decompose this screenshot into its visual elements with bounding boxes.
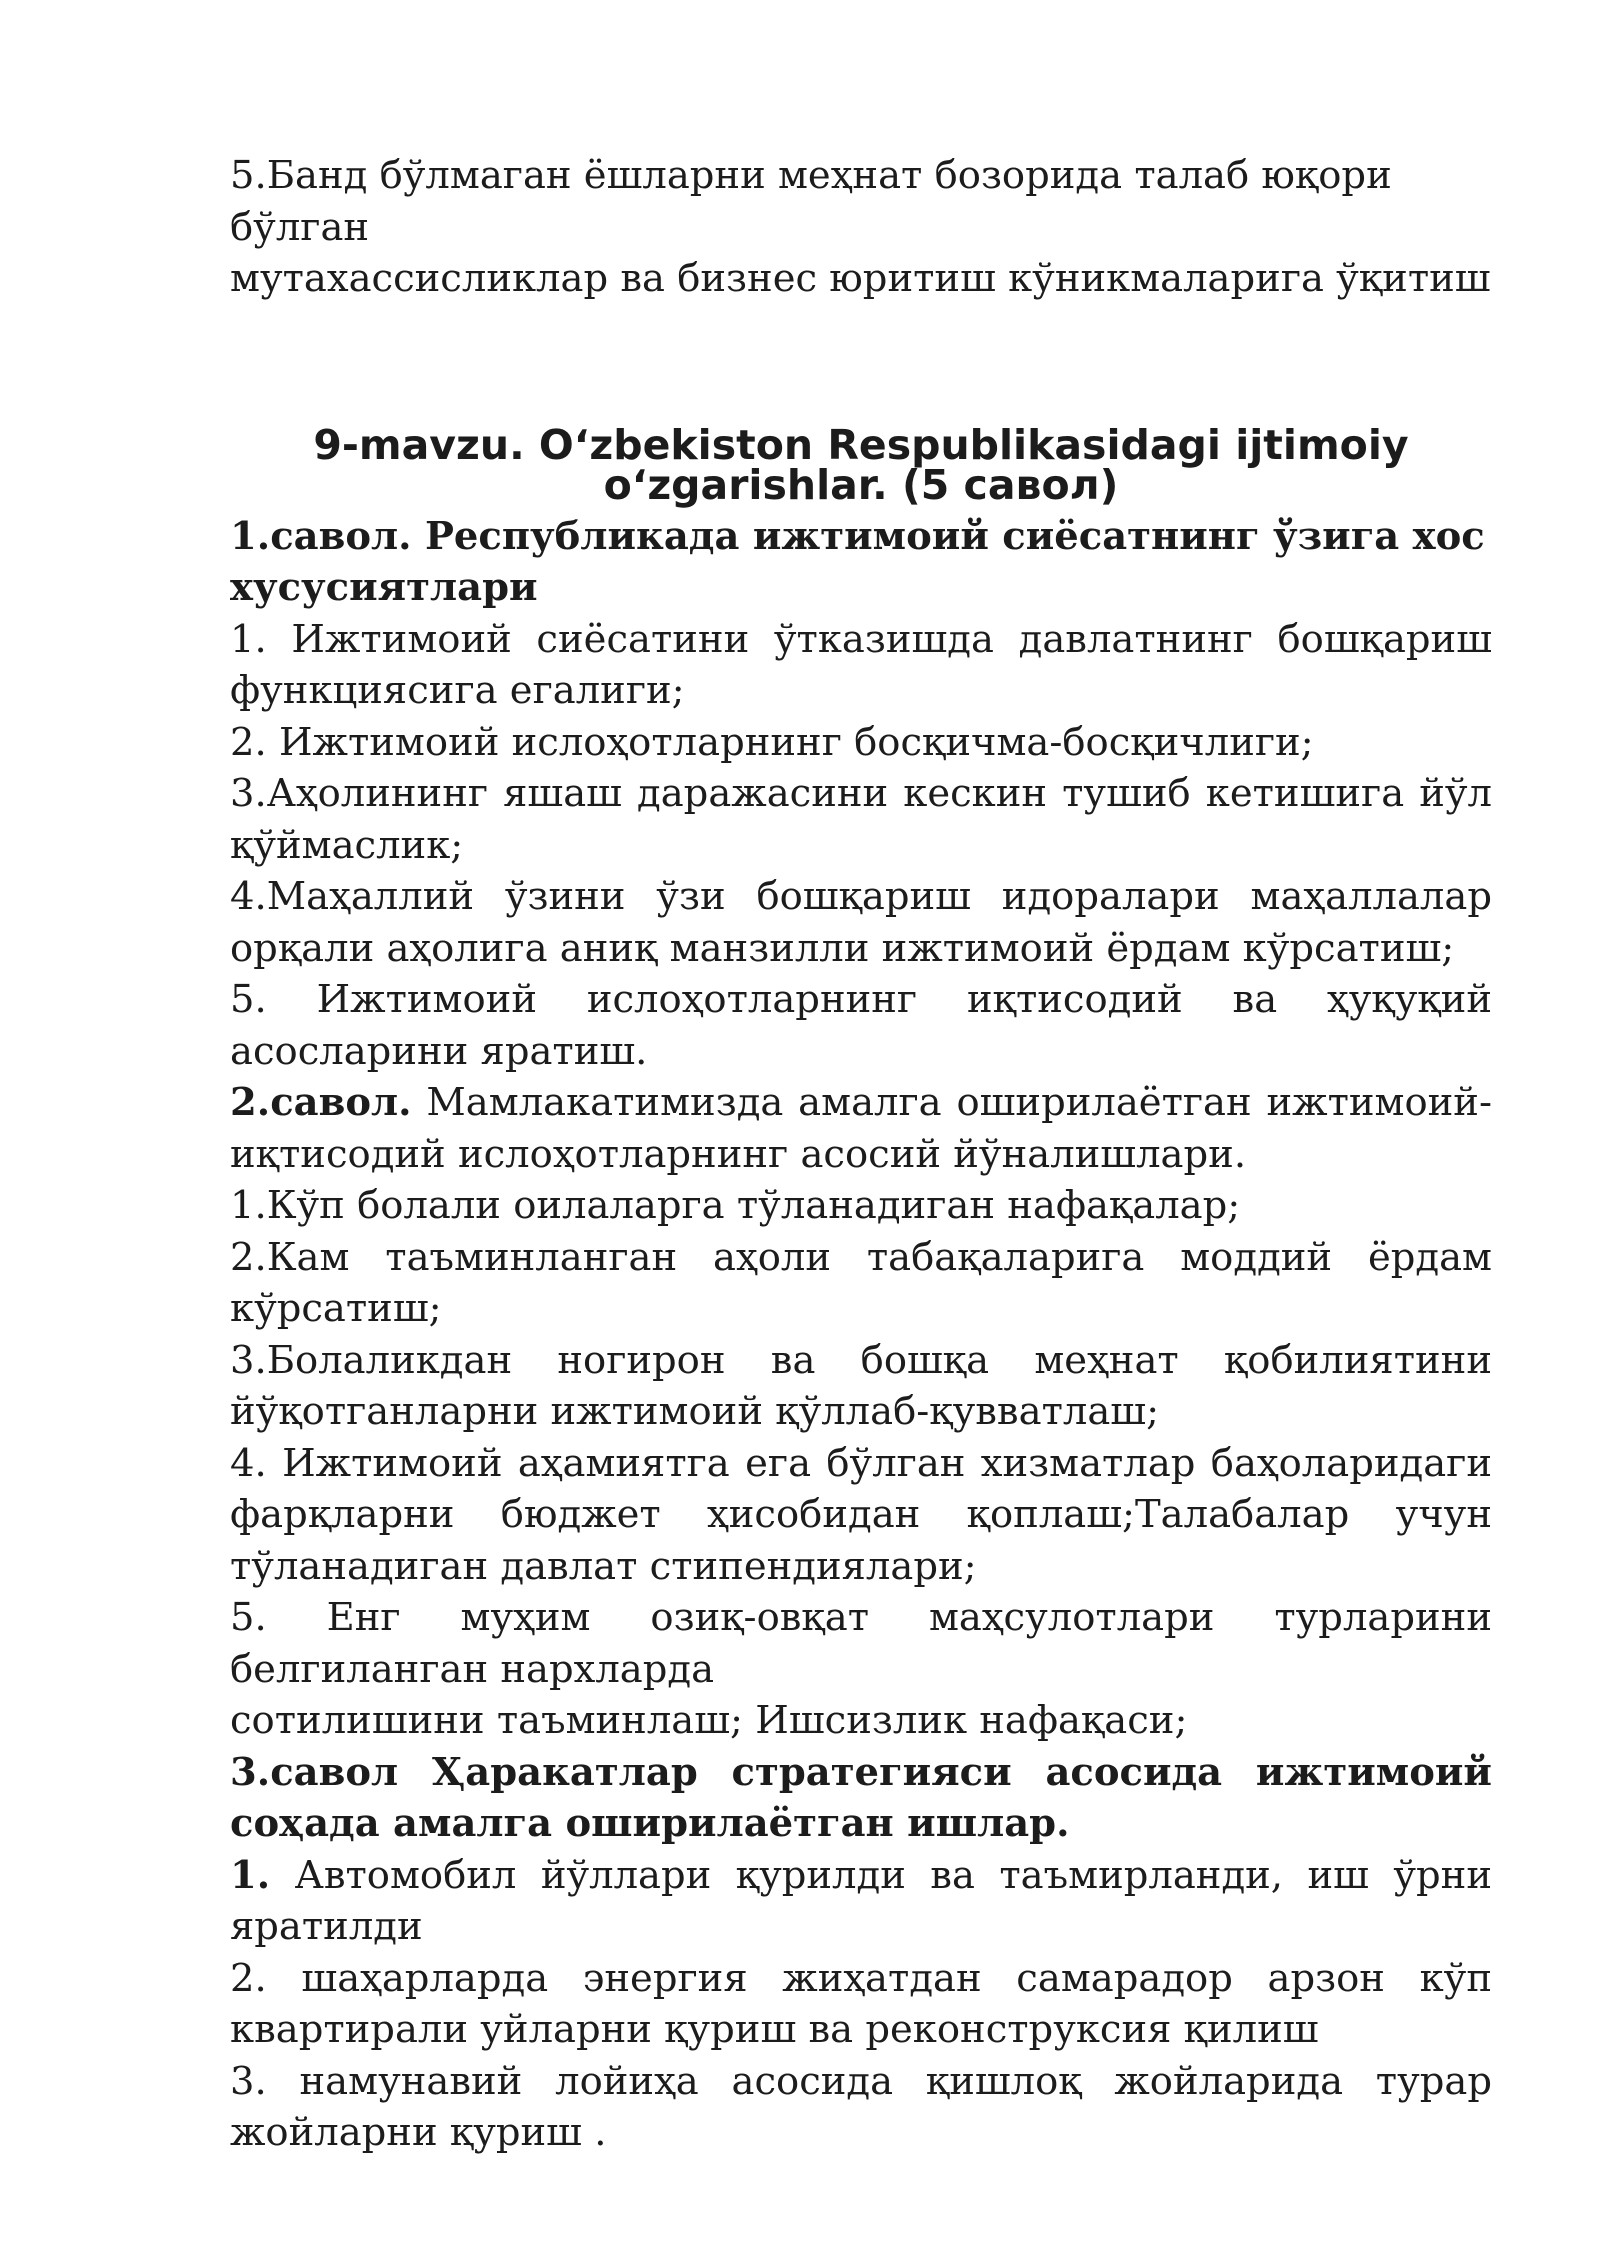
intro-line-1: 5.Банд бўлмаган ёшларни меҳнат бозорида талаб юқори бўлган — [230, 153, 1392, 250]
topic-title — [230, 420, 1492, 509]
q2-heading — [230, 1077, 1492, 1180]
q2-item-5: 5. Енг муҳим озиқ-овқат маҳсулотлари турларини белгиланган нархларда — [230, 1595, 1492, 1692]
q1-item-4: 4.Маҳаллий ўзини ўзи бошқариш идоралари маҳаллалар орқали аҳолига аниқ манзилли ижтимоий ёрдам кўрсатиш; — [230, 874, 1492, 971]
spacer — [230, 305, 1492, 425]
q1-item-2: 2. Ижтимоий ислоҳотларнинг босқичма-босқичлиги; — [230, 719, 1314, 765]
q2-item-5-continued: сотилишини таъминлаш; Ишсизлик нафақаси; — [230, 1698, 1188, 1743]
q2-label: 2.савол. — [230, 1080, 412, 1125]
q3-item-1-num: 1. — [230, 1852, 271, 1898]
q2-item-1: 1.Кўп болали оилаларга тўланадиган нафақалар; — [230, 1183, 1241, 1228]
intro-paragraph — [230, 150, 1492, 305]
q1-item-3: 3.Аҳолининг яшаш даражасини кескин тушиб кетишига йўл қўймаслик; — [230, 771, 1492, 868]
q3-item-1-text: Автомобил йўллари қурилди ва таъмирланди, иш ўрни яратилди — [230, 1852, 1492, 1949]
q2-heading-text: Мамлакатимизда амалга оширилаётган ижтимоий-иқтисодий ислоҳотларнинг асосий йўналишлари. — [230, 1080, 1492, 1177]
q2-item-4: 4. Ижтимоий аҳамиятга ега бўлган хизматлар баҳоларидаги фарқларни бюджет ҳисобидан қоплаш;Талабалар учун тўланадиган давлат стипендиялари; — [230, 1440, 1492, 1589]
q1-item-1: 1. Ижтимоий сиёсатини ўтказишда давлатнинг бошқариш функциясига егалиги; — [230, 616, 1492, 713]
q3-heading: 3.савол Ҳаракатлар стратегияси асосида ижтимоий соҳада амалга оширилаётган ишлар. — [230, 1749, 1492, 1846]
q1-item-5: 5. Ижтимоий ислоҳотларнинг иқтисодий ва ҳуқуқий асосларини яратиш. — [230, 977, 1492, 1074]
q3-item-1 — [230, 1850, 1492, 1953]
q1-heading: 1.савол. Республикада ижтимоий сиёсатнинг ўзига хос хусусиятлари — [230, 513, 1485, 610]
q2-item-2: 2.Кам таъминланган аҳоли табақаларига моддий ёрдам кўрсатиш; — [230, 1234, 1492, 1331]
q3-item-2: 2. шаҳарларда энергия жиҳатдан самарадор арзон кўп квартирали уйларни қуриш ва реконструксия қилиш — [230, 1955, 1492, 2052]
title-line-1: 9-mavzu. O‘zbekiston Respublikasidagi ijtimoiy — [313, 420, 1409, 469]
title-line-2: o‘zgarishlar. (5 савол) — [603, 460, 1119, 509]
document-page — [230, 150, 1492, 2159]
intro-line-2: мутахассисликлар ва бизнес юритиш кўникмаларига ўқитиш — [230, 256, 1491, 301]
q3-item-3: 3. намунавий лойиҳа асосида қишлоқ жойларида турар жойларни қуриш . — [230, 2058, 1492, 2155]
q2-item-3: 3.Болаликдан ногирон ва бошқа меҳнат қобилиятини йўқотганларни ижтимоий қўллаб-қувватлаш; — [230, 1337, 1492, 1434]
